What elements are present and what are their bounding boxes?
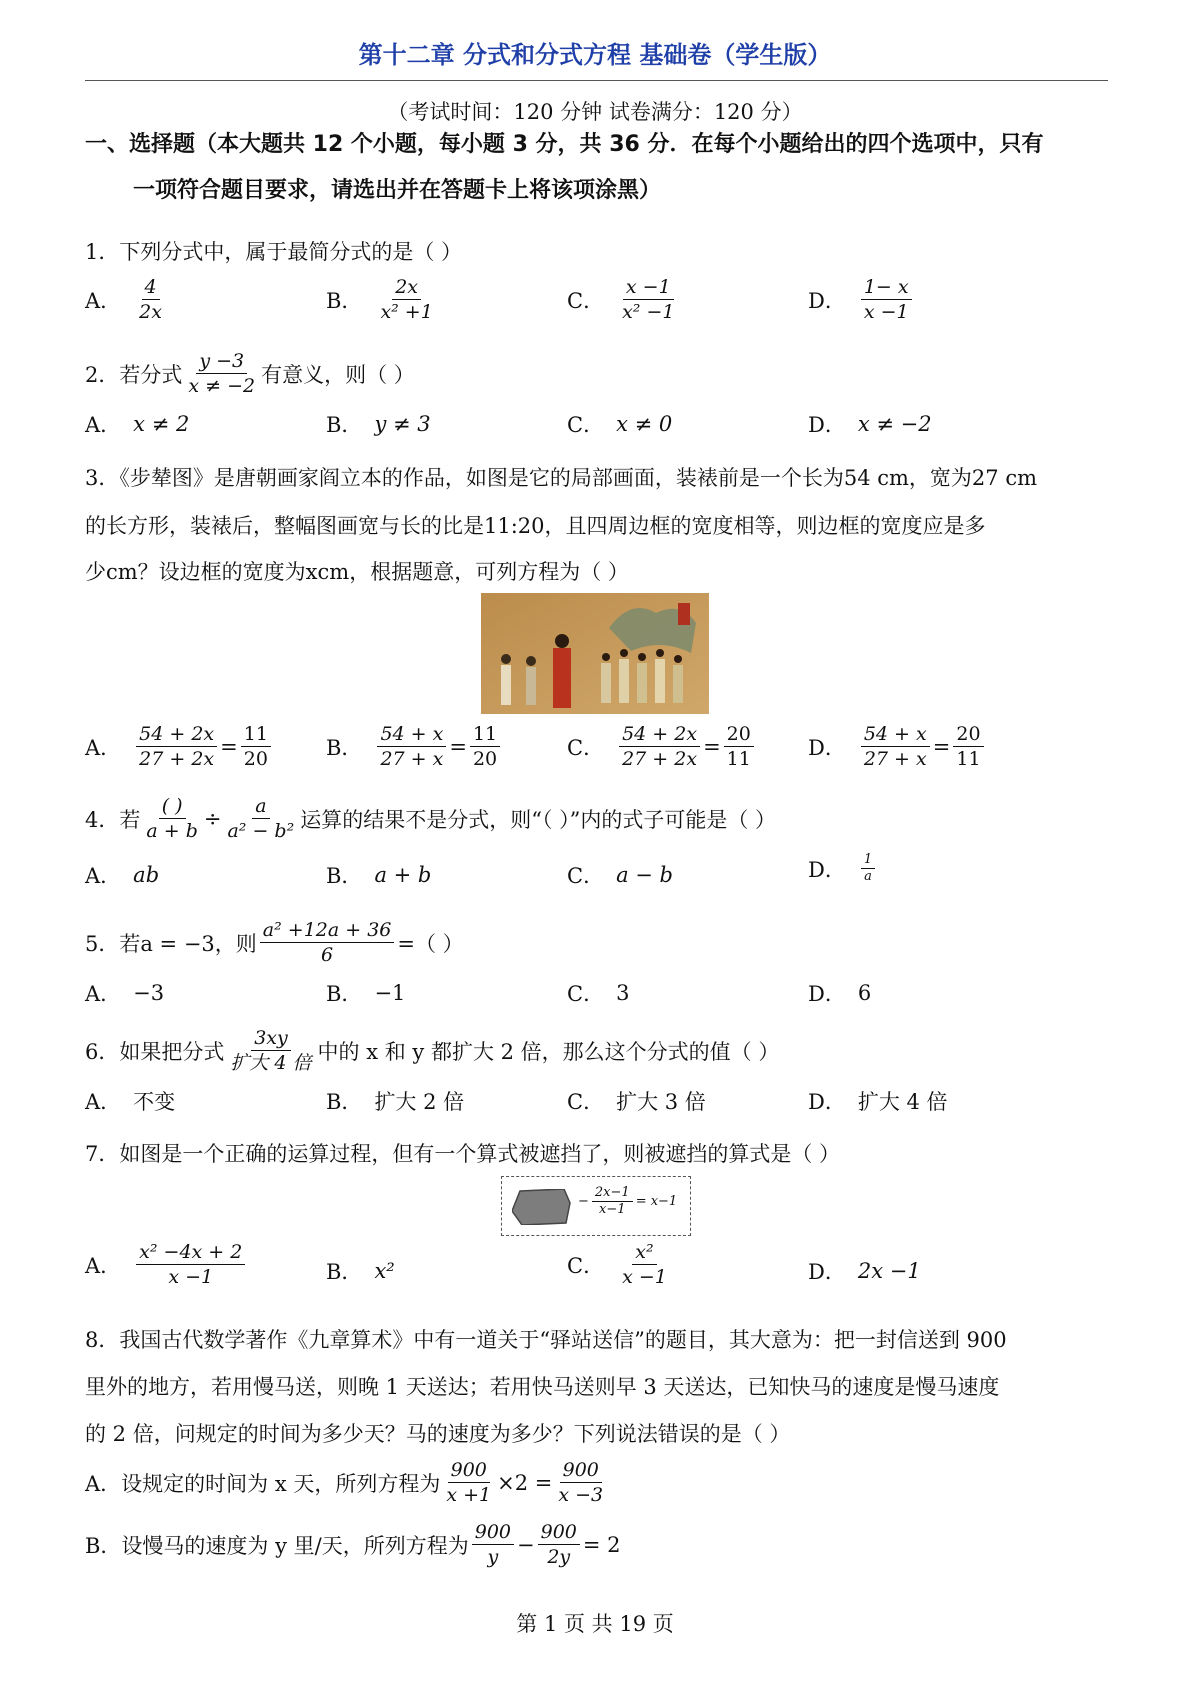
q7-option-a[interactable]: A． $\frac{\text{x² −4x + 2}}{x -1}$	[85, 1240, 248, 1289]
q5-option-d[interactable]: D． 6	[808, 981, 872, 1006]
q5-option-a[interactable]: A． −3	[85, 981, 165, 1006]
q3-option-b[interactable]: B． $\frac{54 + x}{27 + x}$ = $\frac{11}{20}$	[326, 722, 503, 771]
fraction: $\frac{\text{x²}}{x -1}$	[622, 1241, 667, 1288]
q3-stem-line2: 的长方形，装裱后，整幅图画宽与长的比是11:20，且四周边框的宽度相等，则边框的宽度应是多	[85, 514, 986, 538]
fraction: $\frac{2x-1}{x-1}$	[592, 1185, 633, 1218]
q7-option-c[interactable]: C． $\frac{\text{x²}}{x -1}$	[567, 1240, 673, 1289]
q1-option-a[interactable]: A． $\frac{4}{2x}$	[85, 275, 168, 324]
q7-option-d[interactable]: D． 2x −1	[808, 1259, 921, 1284]
q3-stem-line3: 少cm？设边框的宽度为xcm，根据题意，可列方程为（ ）	[85, 560, 629, 584]
q7-stem: 7．如图是一个正确的运算过程，但有一个算式被遮挡了，则被遮挡的算式是（ ）	[85, 1142, 841, 1166]
q4-option-b[interactable]: B． a + b	[326, 863, 432, 888]
section-heading: 一、选择题（本大题共 12 个小题，每小题 3 分，共 36 分．在每个小题给出的四个选项中，只有	[85, 132, 1044, 157]
fraction: $\frac{1- x}{x -1}$	[861, 275, 912, 324]
fraction: $\frac{2x}{\text{x² +1}}$	[380, 276, 433, 323]
q3-option-a[interactable]: A． $\frac{54 + 2x}{27 + 2x}$ = $\frac{11}{20}$	[85, 722, 274, 771]
q1-option-b[interactable]: B． $\frac{2x}{\text{x² +1}}$	[326, 275, 439, 324]
q8-option-a[interactable]: A．设规定的时间为 x 天，所列方程为 $\frac{900}{x +1}$ ×2 = $\frac{900}{x -3}$	[85, 1458, 609, 1507]
q3-option-d[interactable]: D． $\frac{54 + x}{27 + x}$ = $\frac{20}{11}$	[808, 722, 987, 771]
q1-stem: 1．下列分式中，属于最简分式的是（ ）	[85, 240, 463, 264]
fraction: $\frac{20}{11}$	[724, 722, 754, 771]
q8-stem-line2: 里外的地方，若用慢马送，则晚 1 天送达；若用快马送则早 3 天送达，已知快马的速度是慢马速度	[85, 1375, 1000, 1399]
q6-option-a[interactable]: A． 不变	[85, 1090, 176, 1114]
section-heading-cont: 一项符合题目要求，请选出并在答题卡上将该项涂黑）	[133, 178, 662, 203]
q6-option-b[interactable]: B． 扩大 2 倍	[326, 1090, 465, 1114]
q8-stem-line1: 8．我国古代数学著作《九章算术》中有一道关于“驿站送信”的题目，其大意为：把一封信送到 900	[85, 1328, 1007, 1352]
q6-option-c[interactable]: C． 扩大 3 倍	[567, 1090, 706, 1114]
q5-option-c[interactable]: C． 3	[567, 981, 630, 1006]
fraction: $\frac{3xy}{\text{扩大 4 倍}}$	[230, 1027, 312, 1074]
fraction: $\frac{x -1}{\text{x² −1}}$	[622, 276, 675, 323]
page-footer: 第 1 页 共 19 页	[516, 1612, 674, 1636]
header-divider	[85, 80, 1108, 81]
fraction: $\frac{( )}{a + b}$	[146, 795, 198, 842]
q2-option-c[interactable]: C． x ≠ 0	[567, 412, 673, 437]
fraction: $\frac{54 + 2x}{27 + 2x}$	[136, 722, 217, 771]
fraction: $\frac{y -3}{x \ne -2}$	[188, 350, 256, 397]
q1-option-d[interactable]: D． $\frac{1- x}{x -1}$	[808, 275, 915, 324]
fraction: $\frac{11}{20}$	[241, 722, 271, 771]
q1-option-c[interactable]: C． $\frac{x -1}{\text{x² −1}}$	[567, 275, 680, 324]
q4-option-a[interactable]: A． ab	[85, 863, 160, 888]
occluder-blob-icon	[512, 1189, 572, 1225]
fraction: $\frac{11}{20}$	[470, 722, 500, 771]
fraction: $\frac{54 + x}{27 + x}$	[861, 722, 930, 771]
q3-option-c[interactable]: C． $\frac{54 + 2x}{27 + 2x}$ = $\frac{20}{11}$	[567, 722, 757, 771]
q4-option-d[interactable]: D． $\frac{1}{a}$	[808, 852, 878, 885]
exam-info: （考试时间：120 分钟 试卷满分：120 分）	[387, 100, 803, 124]
fraction: $\frac{900}{x -3}$	[558, 1459, 604, 1506]
fraction: $\frac{900}{2y}$	[538, 1520, 580, 1569]
fraction: $\frac{54 + x}{27 + x}$	[377, 722, 446, 771]
q3-stem-line1: 3．《步辇图》是唐朝画家阎立本的作品，如图是它的局部画面，装裱前是一个长为54 cm，宽为27 cm	[85, 466, 1037, 490]
q4-stem: 4．若 $\frac{( )}{a + b}$ ÷ $\frac{a}{\text{a² − b²}}$ 运算的结果不是分式，则“（ ）”内的式子可能是（ ）	[85, 795, 777, 842]
fraction: $\frac{54 + 2x}{27 + 2x}$	[619, 722, 700, 771]
painting-image	[481, 593, 709, 714]
fraction: $\frac{1}{a}$	[861, 852, 875, 885]
q4-option-c[interactable]: C． a − b	[567, 863, 673, 888]
fraction: $\frac{4}{2x}$	[139, 276, 162, 323]
q6-option-d[interactable]: D． 扩大 4 倍	[808, 1090, 948, 1114]
page-title: 第十二章 分式和分式方程 基础卷（学生版）	[358, 41, 832, 69]
q2-stem: 2．若分式 $\frac{y -3}{x \ne -2}$ 有意义，则（ ）	[85, 350, 415, 397]
q2-option-b[interactable]: B． y ≠ 3	[326, 412, 431, 437]
q5-option-b[interactable]: B． −1	[326, 981, 406, 1006]
q7-option-b[interactable]: B． x²	[326, 1259, 395, 1284]
q5-stem: 5．若a = −3，则 $\frac{\text{a² +12a + 36}}{6}$ =（ ）	[85, 919, 464, 966]
q8-stem-line3: 的 2 倍，问规定的时间为多少天？马的速度为多少？下列说法错误的是（ ）	[85, 1422, 791, 1446]
fraction: $\frac{a}{\text{a² − b²}}$	[227, 795, 295, 842]
q2-option-d[interactable]: D． x ≠ −2	[808, 412, 932, 437]
q8-option-b[interactable]: B．设慢马的速度为 y 里/天，所列方程为 $\frac{900}{y}$ − $\frac{900}{2y}$ = 2	[85, 1521, 621, 1568]
q2-option-a[interactable]: A． x ≠ 2	[85, 412, 190, 437]
fraction: $\frac{\text{x² −4x + 2}}{x -1}$	[136, 1240, 245, 1289]
fraction: $\frac{\text{a² +12a + 36}}{6}$	[260, 918, 395, 967]
occluded-expression-figure: − $\frac{2x-1}{x-1}$ = x−1	[501, 1176, 691, 1236]
fraction: $\frac{900}{y}$	[472, 1520, 514, 1569]
fraction: $\frac{900}{x +1}$	[446, 1459, 492, 1506]
fraction: $\frac{20}{11}$	[953, 722, 983, 771]
q6-stem: 6．如果把分式 $\frac{3xy}{\text{扩大 4 倍}}$ 中的 x 和 y 都扩大 2 倍，那么这个分式的值（ ）	[85, 1027, 780, 1074]
